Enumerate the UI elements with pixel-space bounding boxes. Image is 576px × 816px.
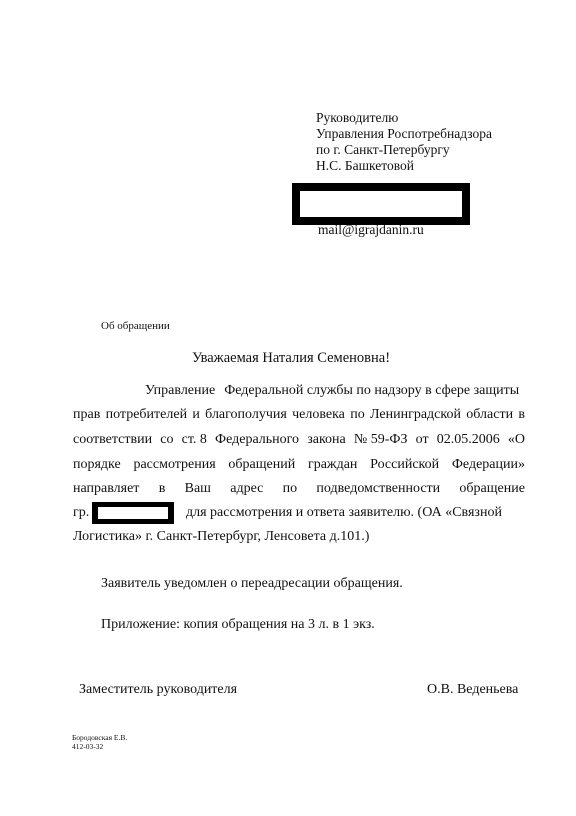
word: по	[350, 407, 365, 422]
word: закона	[307, 432, 346, 447]
body-line-6-prefix: гр.	[73, 505, 90, 520]
attachment-paragraph: Приложение: копия обращения на 3 л. в 1 экз.	[101, 617, 375, 632]
word: и	[192, 407, 200, 422]
word: соответствии	[73, 432, 153, 447]
word: граждан	[307, 457, 358, 472]
word: Ленинградской	[370, 407, 461, 422]
word: ст. 8	[181, 432, 207, 447]
word: порядке	[73, 457, 121, 472]
notification-paragraph: Заявитель уведомлен о переадресации обращения.	[101, 576, 403, 591]
word: подведомственности	[316, 481, 441, 496]
word: прав	[73, 407, 101, 422]
word: человека	[292, 407, 345, 422]
word: адрес	[230, 481, 264, 496]
addressee-line-1: Руководителю	[316, 110, 399, 125]
word: Российской	[370, 457, 440, 472]
word: от	[415, 432, 429, 447]
word: со	[160, 432, 174, 447]
addressee-line-2: Управления Роспотребнадзора	[316, 126, 493, 141]
body-line-3	[73, 432, 525, 448]
body-line-6-suffix: для рассмотрения и ответа заявителю. (ОА «Связной	[186, 505, 502, 520]
word: в	[158, 481, 166, 496]
executor-phone: 412-03-32	[72, 742, 104, 751]
body-line-7: Логистика» г. Санкт-Петербург, Ленсовета д.101.)	[73, 529, 370, 544]
word: благополучия	[205, 407, 287, 422]
body-line-4	[73, 457, 525, 473]
word: Федеральной службы по надзору в сфере защиты	[224, 383, 520, 398]
word: 02.05.2006	[436, 432, 500, 447]
body-line-2	[73, 407, 525, 423]
redacted-citizen-name	[92, 502, 174, 524]
addressee-line-4: Н.С. Башкетовой	[316, 158, 414, 173]
body-line-5	[73, 481, 525, 497]
word: «О	[507, 432, 525, 447]
sender-email: mail@igrajdanin.ru	[318, 222, 424, 237]
addressee-line-3: по г. Санкт-Петербургу	[316, 142, 450, 157]
word: рассмотрения	[133, 457, 216, 472]
redacted-sender-box	[292, 183, 470, 225]
salutation: Уважаемая Наталия Семеновна!	[191, 350, 391, 366]
subject-line: Об обращении	[101, 320, 170, 332]
word: в	[518, 407, 525, 422]
body-line-1	[145, 383, 525, 399]
word: № 59-ФЗ	[353, 432, 408, 447]
word: обращение	[459, 481, 525, 496]
word: Федерального	[215, 432, 300, 447]
signature-position: Заместитель руководителя	[79, 682, 238, 697]
word: Федерации»	[451, 457, 525, 472]
word: потребителей	[105, 407, 188, 422]
word: Ваш	[184, 481, 211, 496]
word: по	[282, 481, 298, 496]
word: Управление	[145, 383, 216, 398]
executor-name: Бородовская Е.В.	[72, 733, 128, 742]
word: области	[466, 407, 514, 422]
word: направляет	[73, 481, 140, 496]
word: обращений	[228, 457, 296, 472]
signature-name: О.В. Веденьева	[427, 682, 519, 697]
